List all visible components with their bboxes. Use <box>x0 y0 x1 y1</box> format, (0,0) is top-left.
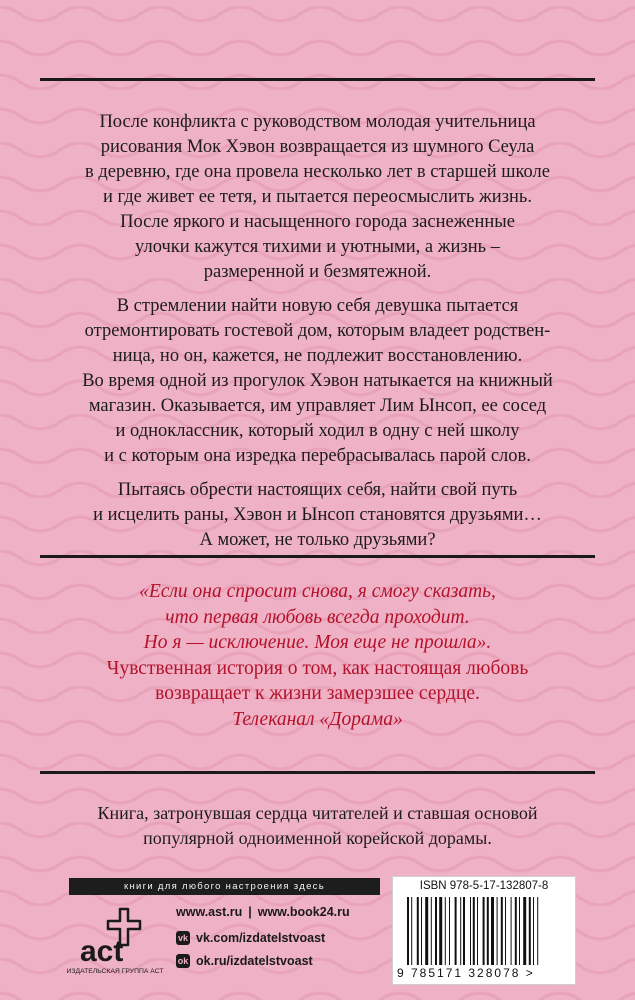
barcode-bar <box>473 897 475 965</box>
quote-line: что первая любовь всегда проходит. <box>165 606 470 628</box>
barcode-bar <box>519 897 520 965</box>
barcode-bar <box>515 897 517 965</box>
synopsis-line: После яркого и насыщенного города заснеженные <box>120 212 515 232</box>
wave-line <box>0 857 635 871</box>
synopsis-line: улочки кажутся тихими и уютными, а жизнь – <box>135 237 500 257</box>
barcode-bar <box>501 897 503 965</box>
synopsis-line: ница, но он, кажется, не подлежит восстановлению. <box>112 346 523 366</box>
barcode-bar <box>431 897 432 965</box>
synopsis-line: А может, не только друзьями? <box>199 530 436 550</box>
barcode-bar <box>511 897 512 965</box>
synopsis-line: После конфликта с руководством молодая учительница <box>99 112 536 132</box>
bottom-divider <box>40 771 595 774</box>
quote-line: Чувственная история о том, как настоящая любовь <box>106 657 529 679</box>
synopsis-line: Во время одной из прогулок Хэвон натыкается на книжный <box>82 371 553 391</box>
synopsis-line: магазин. Оказывается, им управляет Лим Ынсоп, ее сосед <box>88 396 547 416</box>
vk-icon: vk <box>177 933 188 943</box>
barcode-bar <box>533 897 534 965</box>
barcode-bar <box>417 897 419 965</box>
barcode-bar <box>483 897 485 965</box>
middle-divider <box>40 555 595 558</box>
barcode-icon <box>407 897 567 965</box>
isbn-label: ISBN 978-5-17-132807-8 <box>419 880 549 892</box>
barcode-bar <box>537 897 538 965</box>
synopsis-paragraph-3 <box>50 478 585 553</box>
website-link-book24[interactable]: www.book24.ru <box>257 905 350 919</box>
review-quote <box>40 579 595 732</box>
ok-link[interactable]: ok.ru/izdatelstvoast <box>196 954 313 968</box>
barcode-bar <box>497 897 498 965</box>
wave-line <box>0 41 635 55</box>
barcode-bar <box>449 897 450 965</box>
synopsis-line: В стремлении найти новую себя девушка пытается <box>116 296 519 316</box>
blurb-line: Книга, затронувшая сердца читателей и ставшая основой <box>97 803 538 823</box>
synopsis-line: и исцелить раны, Хэвон и Ынсоп становятся друзьями… <box>93 505 542 525</box>
barcode-bar <box>445 897 446 965</box>
synopsis-line: и с которым она изредка перебрасывалась парой слов. <box>104 446 531 466</box>
isbn-digits: 9 785171 328078 > <box>397 966 535 980</box>
quote-source: Телеканал «Дорама» <box>232 708 403 730</box>
quote-line: Но я — исключение. Моя еще не прошла». <box>143 632 492 653</box>
synopsis-paragraph-2 <box>50 294 585 469</box>
publisher-tagline: книги для любого настроения здесь <box>69 878 380 895</box>
quote-line: «Если она спросит снова, я смогу сказать, <box>139 581 496 602</box>
synopsis-line: рисования Мок Хэвон возвращается из шумного Сеула <box>100 137 535 157</box>
synopsis-line: и одноклассник, который ходил в одну с ней школу <box>115 421 520 441</box>
barcode-bar <box>477 897 478 965</box>
wave-line <box>0 993 635 1000</box>
synopsis-line: в деревню, где она провела несколько лет в старшей школе <box>84 162 550 182</box>
barcode-bar <box>529 897 531 965</box>
barcode-bar <box>460 897 461 965</box>
isbn-barcode-box <box>392 876 576 985</box>
synopsis <box>50 110 585 562</box>
barcode-bar <box>505 897 506 965</box>
synopsis-line: и где живет ее тетя, и пытается переосмыслить жизнь. <box>103 187 532 207</box>
barcode-bar <box>439 897 442 965</box>
barcode-bar <box>463 897 465 965</box>
barcode-bar <box>421 897 422 965</box>
quote-line: возвращает к жизни замерзшее сердце. <box>155 683 480 704</box>
wave-line <box>0 755 635 769</box>
ok-icon: ok <box>177 956 189 966</box>
synopsis-paragraph-1 <box>50 110 585 285</box>
barcode-bar <box>455 897 457 965</box>
barcode-bar <box>425 897 428 965</box>
barcode-bar <box>411 897 412 965</box>
barcode-bar <box>491 897 494 965</box>
top-divider <box>40 78 595 81</box>
synopsis-line: отремонтировать гостевой дом, которым владеет родствен- <box>84 321 551 341</box>
vk-link[interactable]: vk.com/izdatelstvoast <box>196 931 326 945</box>
book-blurb <box>40 801 595 851</box>
barcode-bar <box>435 897 437 965</box>
logo-text: act <box>80 935 124 968</box>
barcode-bar <box>470 897 471 965</box>
blurb-line: популярной одноименной корейской дорамы. <box>143 828 492 848</box>
synopsis-line: размеренной и безмятежной. <box>203 262 432 282</box>
wave-line <box>0 7 635 21</box>
website-link-ast[interactable]: www.ast.ru <box>176 905 243 919</box>
barcode-bar <box>407 897 409 965</box>
synopsis-line: Пытаясь обрести настоящих себя, найти свой путь <box>117 480 518 500</box>
barcode-bar <box>523 897 526 965</box>
publisher-caption: ИЗДАТЕЛЬСКАЯ ГРУППА АСТ <box>66 968 164 975</box>
barcode-bar <box>487 897 489 965</box>
link-separator: | <box>248 905 252 919</box>
